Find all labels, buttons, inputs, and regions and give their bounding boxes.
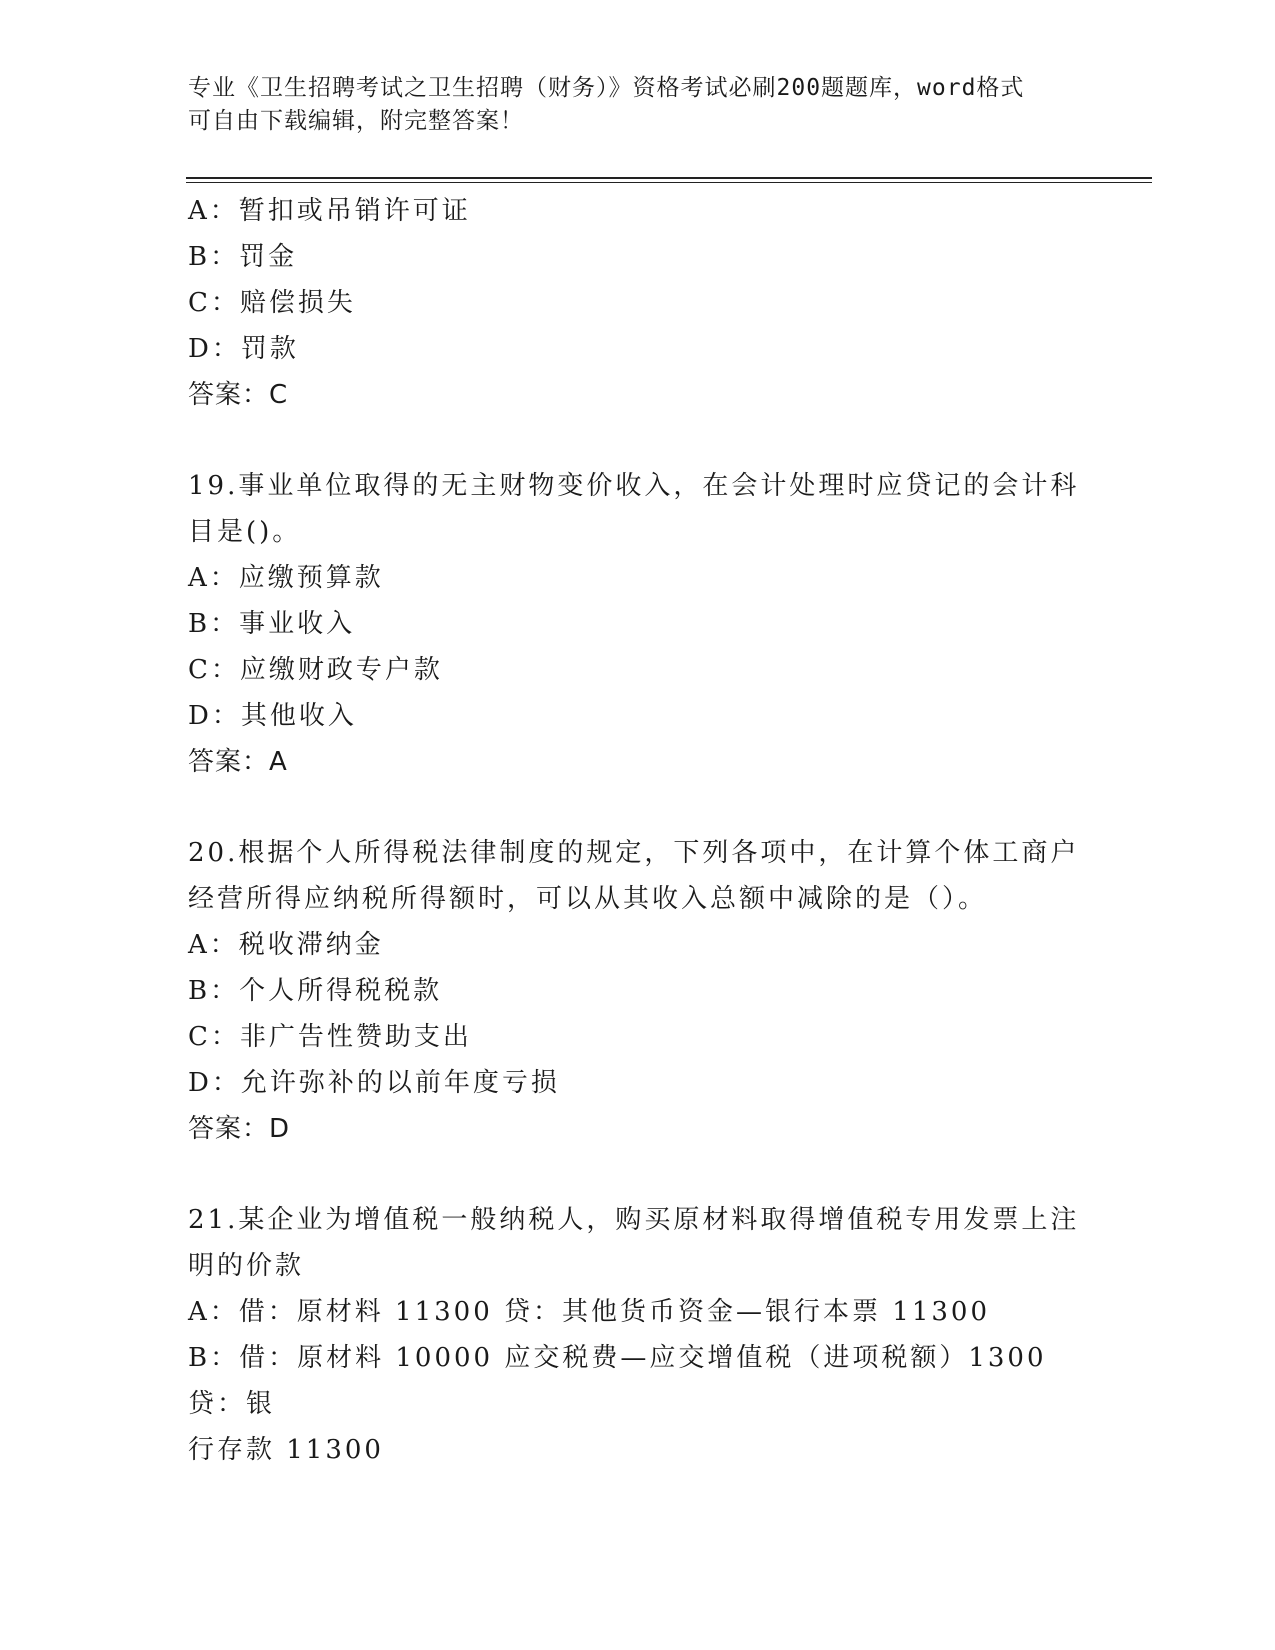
question-stem-line-2: 经营所得应纳税所得额时，可以从其收入总额中减除的是（）。 [188,884,988,914]
option-d: D：罚款 [188,334,299,364]
option-a: A：暂扣或吊销许可证 [188,196,471,226]
question-content [188,188,1088,1473]
question-20 [188,830,1088,1152]
option-c: C：非广告性赞助支出 [188,1022,472,1052]
header-line-1: 专业《卫生招聘考试之卫生招聘（财务）》资格考试必刷200题题库，word格式 [188,75,1025,101]
option-b: B：事业收入 [188,609,356,639]
document-header [188,72,1088,138]
option-d: D：允许弥补的以前年度亏损 [188,1068,560,1098]
question-stem-line-1: 21.某企业为增值税一般纳税人，购买原材料取得增值税专用发票上注 [188,1205,1080,1235]
option-b: B：罚金 [188,242,298,272]
option-b-line-1: B：借：原材料 10000 应交税费—应交增值税（进项税额）1300 贷：银 [188,1343,1047,1419]
option-b: B：个人所得税税款 [188,976,443,1006]
answer-label: 答案：A [188,747,288,777]
question-21 [188,1197,1088,1473]
option-d: D：其他收入 [188,701,357,731]
option-a: A：应缴预算款 [188,563,384,593]
question-stem-line-1: 20.根据个人所得税法律制度的规定，下列各项中，在计算个体工商户 [188,838,1080,868]
header-line-2: 可自由下载编辑，附完整答案！ [188,108,524,134]
header-divider-thin [186,182,1152,183]
option-a: A：借：原材料 11300 贷：其他货币资金—银行本票 11300 [188,1297,990,1327]
question-stem-line-1: 19.事业单位取得的无主财物变价收入，在会计处理时应贷记的会计科 [188,471,1080,501]
option-c: C：应缴财政专户款 [188,655,443,685]
question-stem-line-2: 明的价款 [188,1251,305,1281]
option-b-line-2: 行存款 11300 [188,1435,384,1465]
option-a: A：税收滞纳金 [188,930,384,960]
header-divider-thick [186,177,1152,179]
question-stem-line-2: 目是()。 [188,517,302,547]
answer-label: 答案：D [188,1114,291,1144]
question-19 [188,463,1088,785]
answer-label: 答案：C [188,380,289,410]
option-c: C：赔偿损失 [188,288,356,318]
question-18 [188,188,1088,418]
